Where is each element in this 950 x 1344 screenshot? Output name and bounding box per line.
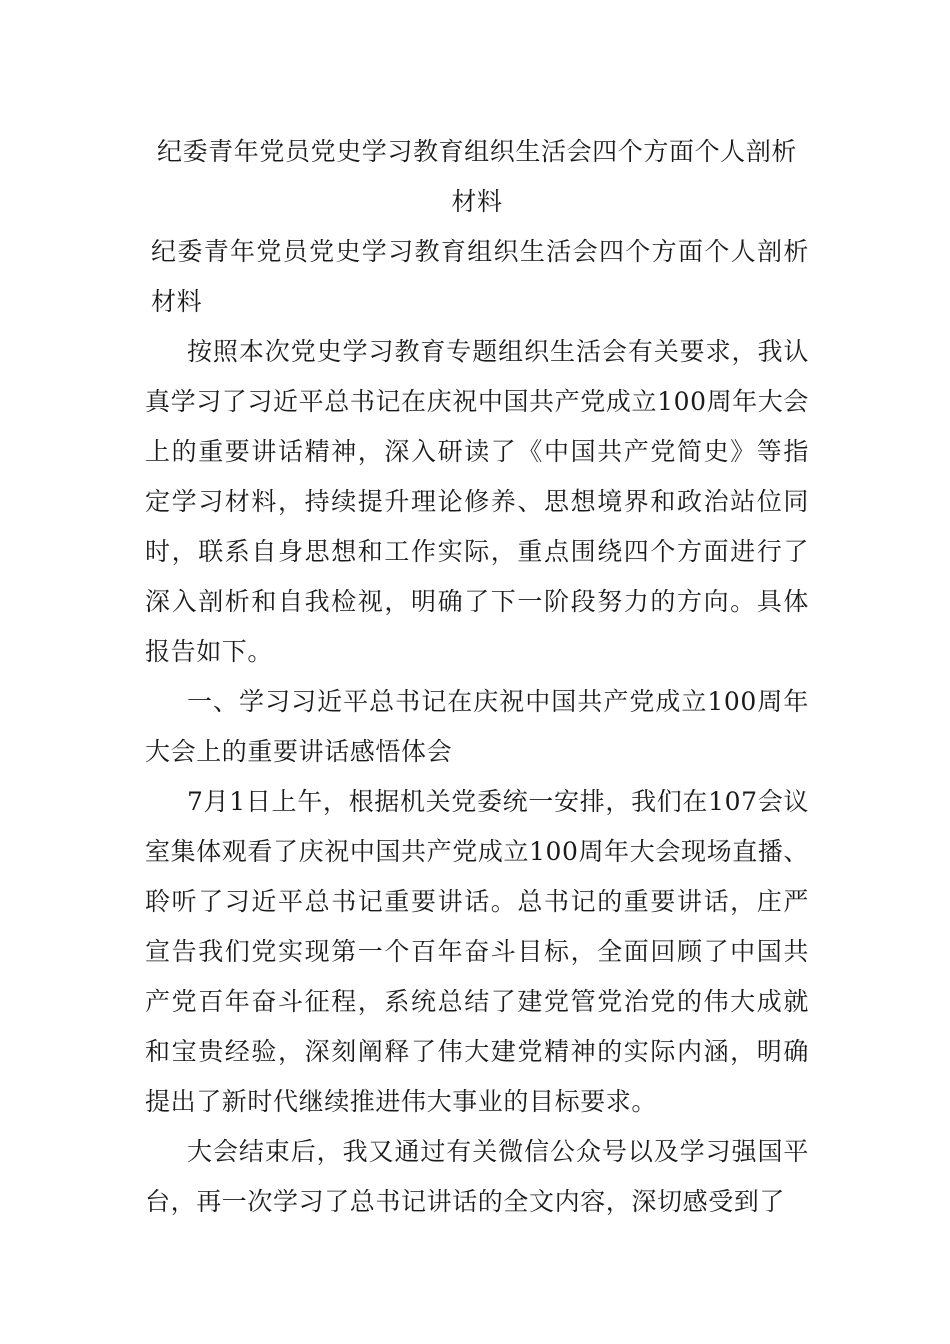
paragraph-after-meeting: 大会结束后，我又通过有关微信公众号以及学习强国平台，再一次学习了总书记讲话的全文内容，深切感受到了 — [145, 1137, 809, 1216]
document-title-line-2: 材料 — [451, 187, 503, 216]
paragraph-intro: 按照本次党史学习教育专题组织生活会有关要求，我认真学习了习近平总书记在庆祝中国共产党成立100周年大会上的重要讲话精神，深入研读了《中国共产党简史》等指定学习材料，持续提升理论修养、思想境界和政治站位同时，联系自身思想和工作实际，重点围绕四个方面进行了深入剖析和自我检视，明确了下一阶段努力的方向。具体报告如下。 — [145, 337, 809, 666]
section-heading-1: 一、学习习近平总书记在庆祝中国共产党成立100周年大会上的重要讲话感悟体会 — [145, 687, 809, 766]
document-body — [145, 127, 809, 1227]
paragraph-july-first: 7月1日上午，根据机关党委统一安排，我们在107会议室集体观看了庆祝中国共产党成立100周年大会现场直播、聆听了习近平总书记重要讲话。总书记的重要讲话，庄严宣告我们党实现第一个百年奋斗目标，全面回顾了中国共产党百年奋斗征程，系统总结了建党管党治党的伟大成就和宝贵经验，深刻阐释了伟大建党精神的实际内涵，明确提出了新时代继续推进伟大事业的目标要求。 — [145, 787, 809, 1116]
document-subtitle: 纪委青年党员党史学习教育组织生活会四个方面个人剖析材料 — [151, 237, 809, 316]
document-title-line-1: 纪委青年党员党史学习教育组织生活会四个方面个人剖析 — [156, 137, 797, 166]
